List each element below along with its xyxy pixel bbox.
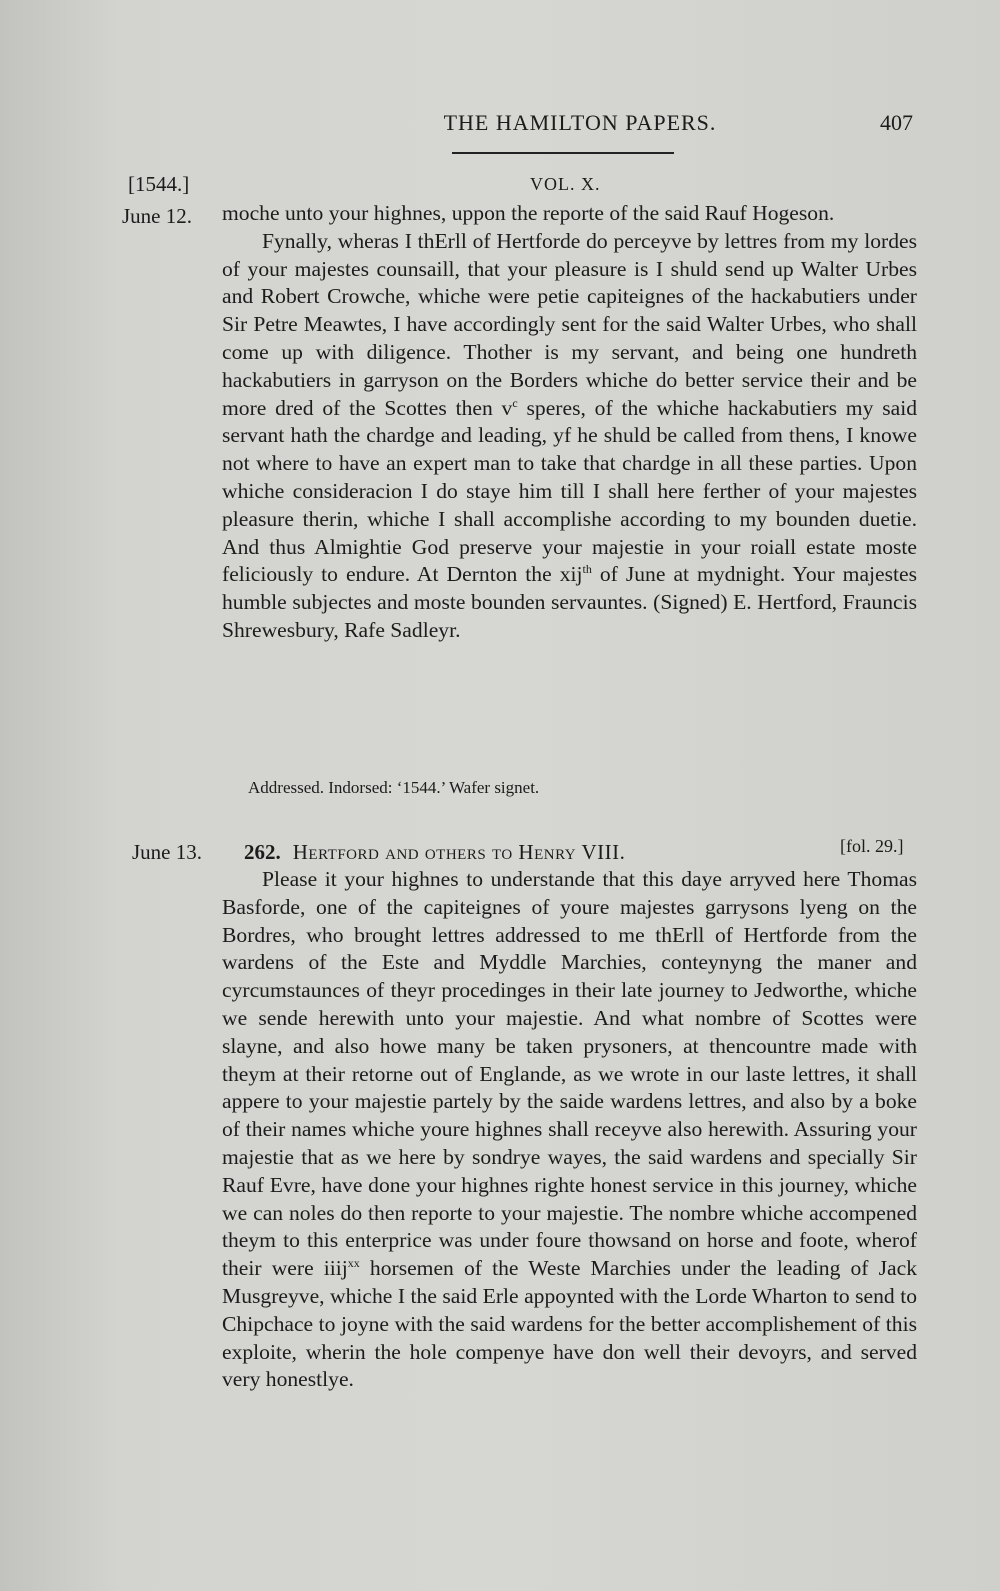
margin-date-june-13: June 13.: [132, 840, 202, 864]
folio-reference: [fol. 29.]: [840, 836, 904, 856]
closing-text-part-1: Fynally, wheras I thErll of Hertforde do perceyve by lettres from my lordes of your majestes counsaill, that your pleasure is I shuld send up Walter Urbes and Robert Crowche, whiche were petie capiteignes of the hackabutiers under Sir Petre Meawtes, I have accordingly sent for the said Walter Urbes, who shall come up with diligence. Thother is my servant, and being one hundreth hackabutiers in garryson on the Borders whiche do better service their and be more dred of the Scottes then v: [222, 228, 917, 420]
letter-261-body: [222, 200, 917, 645]
running-title: THE HAMILTON PAPERS.: [443, 110, 717, 135]
superscript-xx: xx: [347, 1255, 360, 1270]
header-rule: [452, 152, 674, 154]
entry-number: 262.: [244, 840, 281, 864]
volume-label: VOL. X.: [530, 174, 601, 194]
closing-text-part-2: speres, of the whiche hackabutiers my said servant hath the chardge and leading, yf he shuld be called from thens, I knowe not where to have an expert man to take that chardge in all these parties. Upon whiche consideracion I do staye him till I shall here ferther of your majestes pleasure therin, whiche I shall accomplishe according to my bounden duetie. And thus Almightie God preserve your majestie in your roiall estate moste feliciously to endure. At Dernton the xij: [222, 395, 917, 587]
page-number: 407: [880, 110, 913, 135]
closing-paragraph: [222, 228, 917, 645]
endorsement-note: Addressed. Indorsed: ‘1544.’ Wafer signet.: [248, 778, 540, 797]
superscript-c: c: [512, 395, 518, 410]
superscript-th: th: [582, 562, 592, 577]
entry-heading: [244, 840, 625, 865]
margin-date-june-12: June 12.: [122, 204, 192, 228]
continuation-paragraph: moche unto your highnes, uppon the reporte of the said Rauf Hogeson.: [222, 201, 835, 225]
letter-262-body: [222, 866, 917, 1394]
year-bracket: [1544.]: [128, 172, 190, 196]
entry-title: Hertford and others to Henry VIII.: [292, 840, 626, 864]
letter-text-part-2: horsemen of the Weste Marchies under the leading of Jack Musgreyve, whiche I the said Erle appoynted with the Lorde Wharton to send to Chipchace to joyne with the said wardens for the better accomplishement of this exploite, wherin the hole compenye have don well their devoyrs, and served very honestlye.: [222, 1256, 917, 1392]
closing-text-part-3: of June at mydnight. Your majestes humble subjectes and moste bounden servauntes. (Signed) E. Hertford, Frauncis Shrewesbury, Rafe Sadleyr.: [222, 562, 917, 642]
letter-text-part-1: Please it your highnes to understande that this daye arryved here Thomas Basforde, one of the capiteignes of youre majestes garrysons lyeng on the Bordres, who brought lettres addressed to me thErll of Hertforde from the wardens of the Este and Myddle Marchies, conteynyng the maner and cyrcumstaunces of theyr procedinges in their late journey to Jedworthe, whiche we sende herewith unto your majestie. And what nombre of Scottes were slayne, and also howe many be taken prysoners, at thencountre made with theym at their retorne out of Englande, as we wrote in our laste lettres, it shall appere to your majestie partely by the saide wardens lettres, and also by a boke of their names whiche youre highnes shall receyve also herewith. Assuring your majestie that as we here by sondrye wayes, the said wardens and specially Sir Rauf Evre, have done your highnes righte honest service in this journey, whiche we can noles do then reporte to your majestie. The nombre whiche accompened theym to this enterprice was under foure thowsand on horse and foote, wherof their were iiij: [222, 867, 917, 1281]
letter-262-paragraph: [222, 866, 917, 1394]
